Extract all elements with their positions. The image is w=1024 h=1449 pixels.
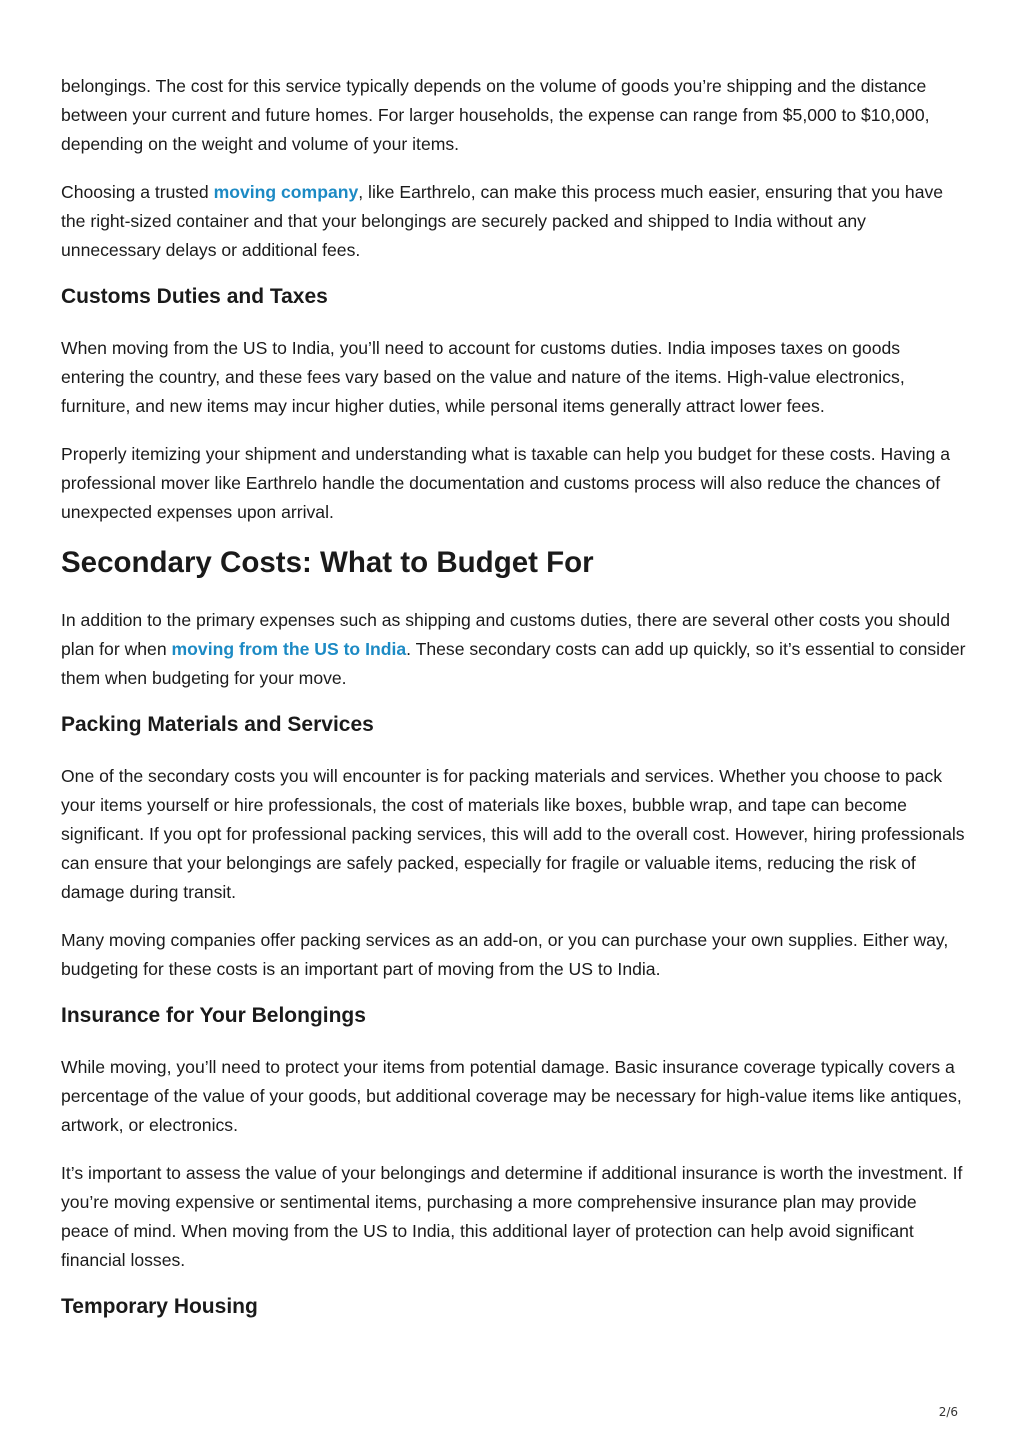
paragraph-packing-addon: Many moving companies offer packing services as an add-on, or you can purchase your own supplies. Either way, budgeting for these costs is an important part of moving from the US to India. <box>61 930 949 979</box>
paragraph-secondary-intro <box>61 606 966 693</box>
text-segment: In addition to the primary expenses such as shipping and customs duties, there are several other costs you should plan for when <box>61 610 950 659</box>
heading-customs-duties: Customs Duties and Taxes <box>61 285 328 308</box>
paragraph-itemizing-shipment: Properly itemizing your shipment and understanding what is taxable can help you budget for these costs. Having a professional mover like Earthrelo handle the documentation and customs process will also reduce the chances of unexpected expenses upon arrival. <box>61 444 950 522</box>
moving-company-link[interactable]: moving company <box>213 182 359 202</box>
moving-us-to-india-link[interactable]: moving from the US to India <box>171 639 407 659</box>
paragraph-customs-duties: When moving from the US to India, you’ll need to account for customs duties. India imposes taxes on goods entering the country, and these fees vary based on the value and nature of the items. High-value electronics, furniture, and new items may incur higher duties, while personal items generally attract lower fees. <box>61 338 905 416</box>
heading-secondary-costs: Secondary Costs: What to Budget For <box>61 546 594 579</box>
paragraph-moving-company <box>61 178 966 265</box>
text-segment: . These secondary costs can add up quickly, so it’s essential to consider them when budgeting for your move. <box>61 639 966 688</box>
heading-packing-materials: Packing Materials and Services <box>61 713 374 736</box>
document-body <box>61 72 966 1344</box>
text-segment: , like Earthrelo, can make this process much easier, ensuring that you have the right-sized container and that your belongings are securely packed and shipped to India without any unnecessary delays or additional fees. <box>61 182 944 260</box>
heading-temporary-housing: Temporary Housing <box>61 1295 258 1318</box>
text-segment: Choosing a trusted <box>61 182 214 202</box>
heading-insurance: Insurance for Your Belongings <box>61 1004 366 1027</box>
paragraph-container-cost: belongings. The cost for this service typically depends on the volume of goods you’re shipping and the distance between your current and future homes. For larger households, the expense can range from $5,000 to $10,000, depending on the weight and volume of your items. <box>61 76 930 154</box>
paragraph-insurance-coverage: While moving, you’ll need to protect your items from potential damage. Basic insurance coverage typically covers a percentage of the value of your goods, but additional coverage may be necessary for high-value items like antiques, artwork, or electronics. <box>61 1057 962 1135</box>
paragraph-insurance-assess: It’s important to assess the value of your belongings and determine if additional insurance is worth the investment. If you’re moving expensive or sentimental items, purchasing a more comprehensive insurance plan may provide peace of mind. When moving from the US to India, this additional layer of protection can help avoid significant financial losses. <box>61 1163 963 1270</box>
page-number: 2/6 <box>938 1405 958 1419</box>
paragraph-packing-materials: One of the secondary costs you will encounter is for packing materials and services. Whether you choose to pack your items yourself or hire professionals, the cost of materials like boxes, bubble wrap, and tape can become significant. If you opt for professional packing services, this will add to the overall cost. However, hiring professionals can ensure that your belongings are safely packed, especially for fragile or valuable items, reducing the risk of damage during transit. <box>61 766 965 902</box>
